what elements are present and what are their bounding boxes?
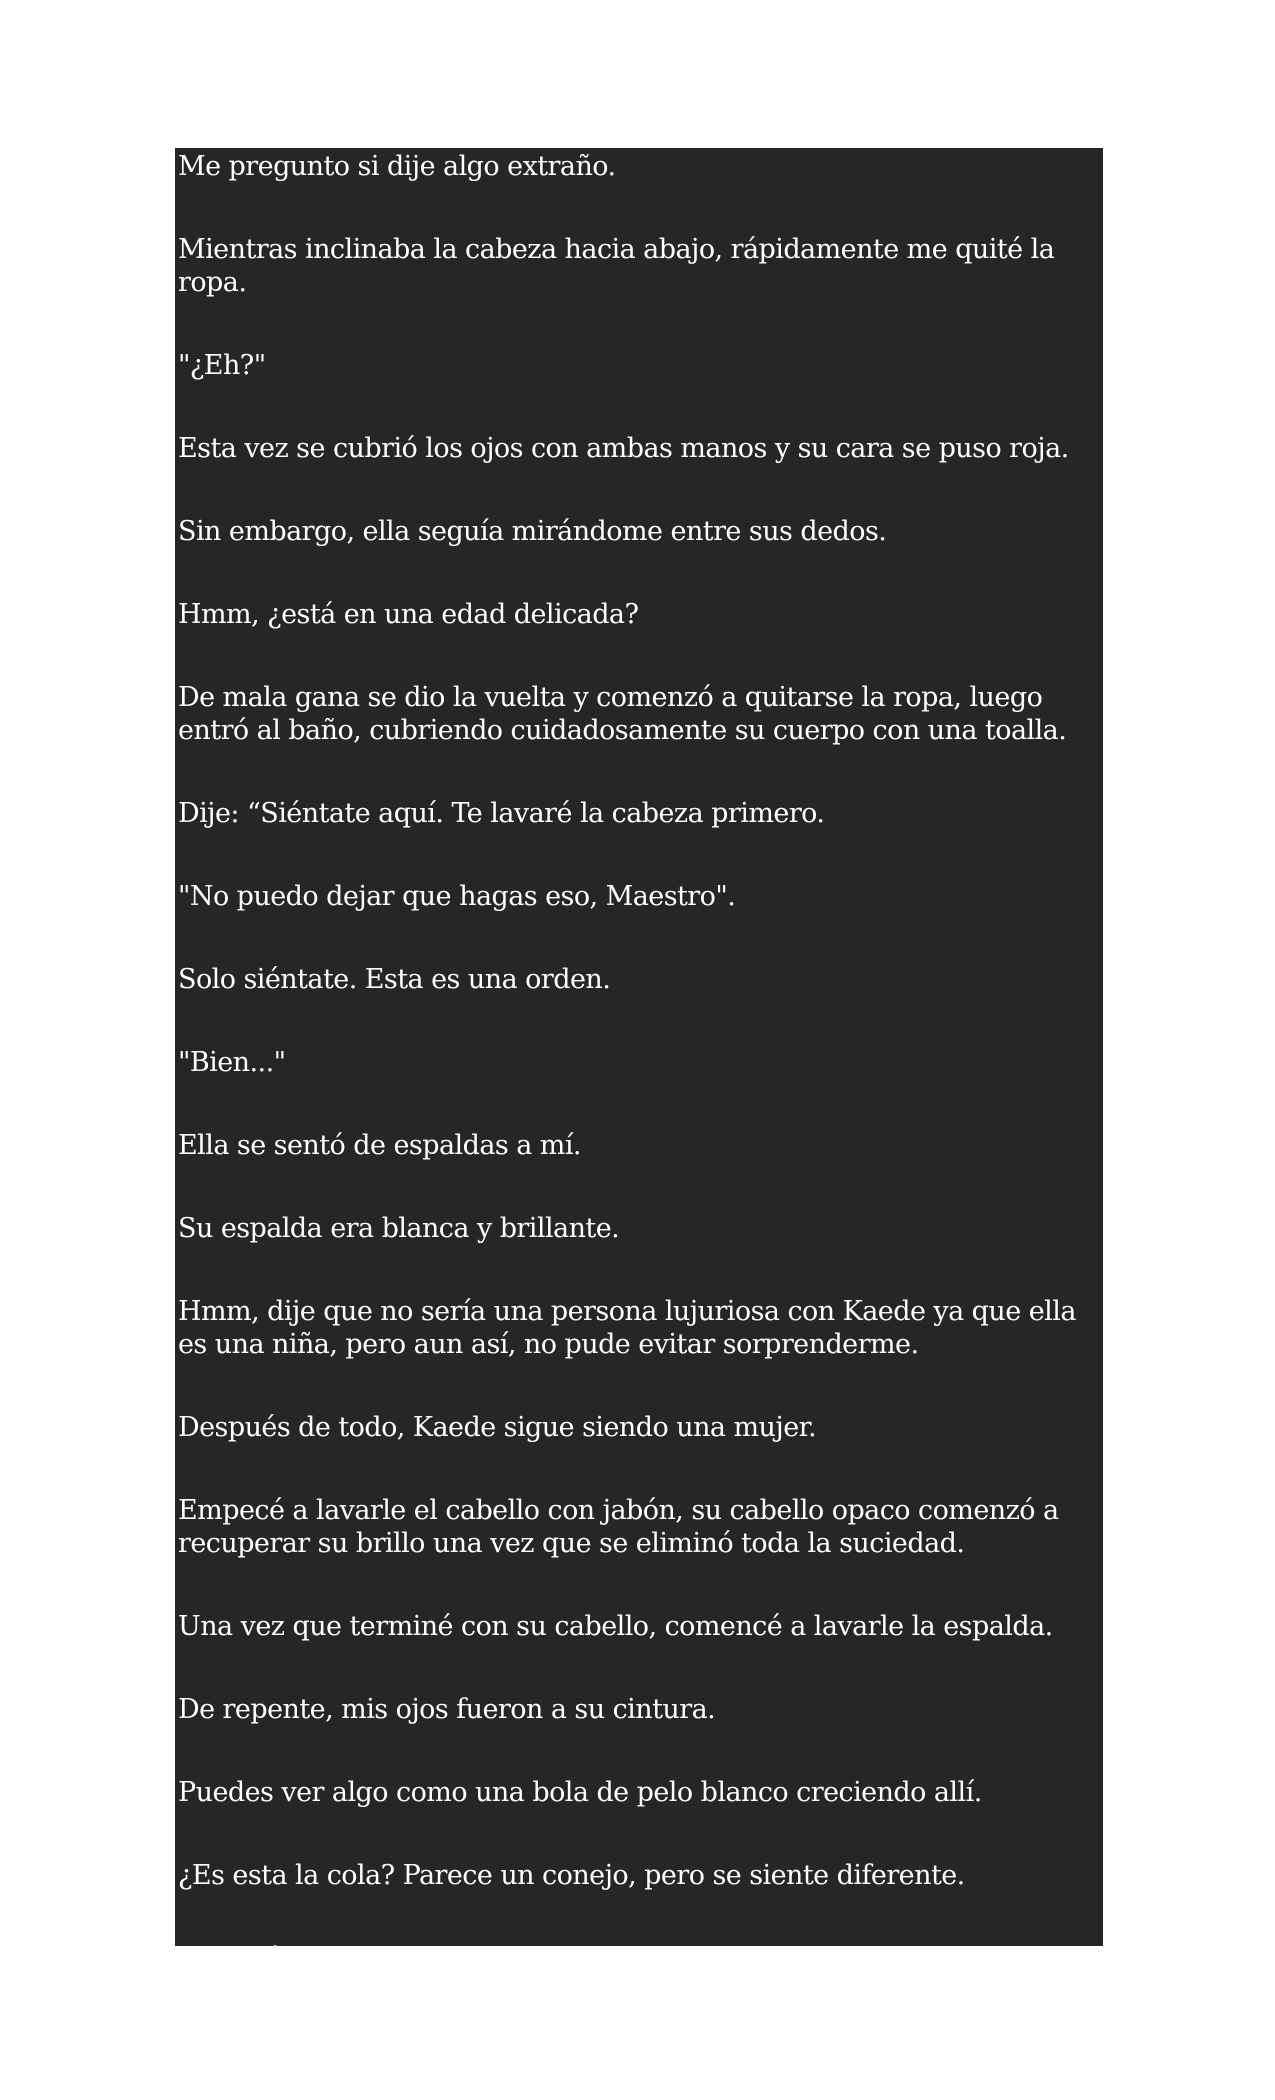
paragraph: Ella se sentó de espaldas a mí. xyxy=(178,1130,581,1161)
paragraph: Hmm, ¿está en una edad delicada? xyxy=(178,599,639,630)
paragraph: Dije: “Siéntate aquí. Te lavaré la cabeza primero. xyxy=(178,798,825,829)
paragraph: Me pregunto si dije algo extraño. xyxy=(178,151,616,182)
paragraph: Una vez que terminé con su cabello, comencé a lavarle la espalda. xyxy=(178,1611,1053,1642)
paragraph: Solo siéntate. Esta es una orden. xyxy=(178,964,611,995)
paragraph: Mientras inclinaba la cabeza hacia abajo, rápidamente me quité la ropa. xyxy=(178,234,1055,298)
paragraph: "Bien..." xyxy=(178,1047,286,1078)
paragraph: Su espalda era blanca y brillante. xyxy=(178,1213,620,1244)
paragraph: Sin embargo, ella seguía mirándome entre sus dedos. xyxy=(178,516,887,547)
paragraph: Esta vez se cubrió los ojos con ambas manos y su cara se puso roja. xyxy=(178,433,1069,464)
paragraph: Hmm, dije que no sería una persona lujuriosa con Kaede ya que ella es una niña, pero aun así, no pude evitar sorprenderme. xyxy=(178,1296,1076,1360)
paragraph: De mala gana se dio la vuelta y comenzó a quitarse la ropa, luego entró al baño, cubriendo cuidadosamente su cuerpo con una toalla. xyxy=(178,682,1067,746)
paragraph: "¿Eh?" xyxy=(178,350,266,381)
paragraph: "¿A qué raza perteneces, Kaede?" xyxy=(178,1943,624,1974)
paragraph: De repente, mis ojos fueron a su cintura. xyxy=(178,1694,716,1725)
text-block xyxy=(175,148,1103,1974)
paragraph: Empecé a lavarle el cabello con jabón, su cabello opaco comenzó a recuperar su brillo una vez que se eliminó toda la suciedad. xyxy=(178,1495,1059,1559)
paragraph: ¿Es esta la cola? Parece un conejo, pero se siente diferente. xyxy=(178,1860,965,1891)
paragraph: "No puedo dejar que hagas eso, Maestro". xyxy=(178,881,736,912)
paragraph: Puedes ver algo como una bola de pelo blanco creciendo allí. xyxy=(178,1777,982,1808)
paragraph: Después de todo, Kaede sigue siendo una mujer. xyxy=(178,1412,817,1443)
